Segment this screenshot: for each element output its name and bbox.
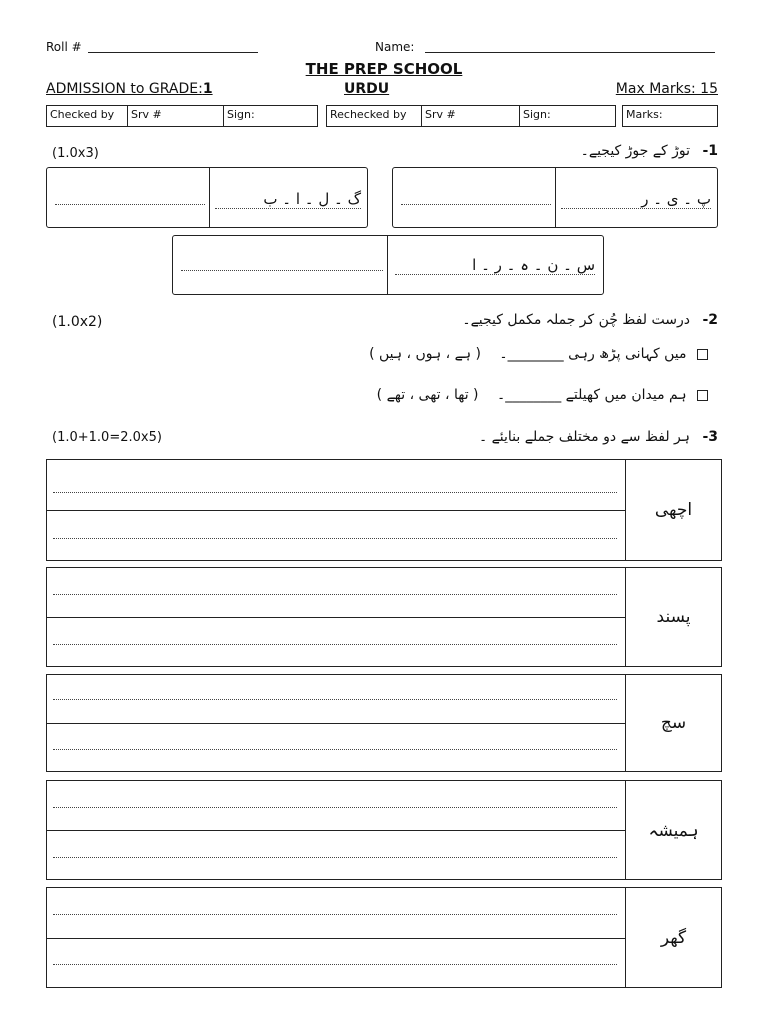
q3-line-2a[interactable]	[53, 594, 617, 595]
q2-instruction: درست لفظ چُن کر جملہ مکمل کیجیے۔	[462, 312, 690, 328]
q1-item-2: پ ۔ ی ۔ ر	[561, 190, 711, 209]
q3-line-4b[interactable]	[53, 857, 617, 858]
q2-number: 2-	[702, 312, 718, 328]
q3-mid-1	[47, 510, 625, 511]
q3-mid-2	[47, 617, 625, 618]
q3-word-box-3	[46, 674, 722, 772]
rechecked-srv-field[interactable]: Srv #	[421, 106, 519, 126]
q3-word-1: اچھی	[625, 460, 721, 560]
q1-heading	[581, 143, 718, 159]
q1-answer-1[interactable]	[55, 204, 205, 205]
q1-box-3	[172, 235, 604, 295]
q1-divider-2	[555, 168, 556, 227]
q3-line-4a[interactable]	[53, 807, 617, 808]
q2-sentence-1-text: میں کہانی پڑھ رہی ________۔	[499, 346, 687, 362]
q3-line-2b[interactable]	[53, 644, 617, 645]
admission-grade: ADMISSION to GRADE:1	[46, 81, 213, 97]
marks-label: Marks:	[626, 108, 663, 121]
q2-sentence-2-options: ( تھا ، تھی ، تھے )	[376, 387, 479, 403]
name-label: Name:	[375, 40, 415, 54]
rechecked-by-label: Rechecked by	[330, 108, 407, 121]
q1-divider-1	[209, 168, 210, 227]
checked-sign-field[interactable]: Sign:	[223, 106, 319, 126]
q1-instruction: توڑ کے جوڑ کیجیے۔	[580, 143, 690, 159]
q1-item-1: گ ۔ ل ۔ ا ۔ ب	[215, 190, 361, 209]
q3-word-5: گھر	[625, 888, 721, 987]
q3-heading	[479, 429, 718, 445]
q3-line-3a[interactable]	[53, 699, 617, 700]
roll-label: Roll #	[46, 40, 82, 54]
q3-word-box-1	[46, 459, 722, 561]
q1-divider-3	[387, 236, 388, 294]
q1-box-2	[392, 167, 718, 228]
q2-marks: (1.0x2)	[52, 314, 103, 330]
q2-sentence-1	[369, 346, 708, 362]
checked-by-row	[46, 105, 318, 127]
subject-title: URDU	[344, 81, 390, 97]
q3-word-3: سچ	[625, 675, 721, 771]
q3-line-5b[interactable]	[53, 964, 617, 965]
q3-word-2: پسند	[625, 568, 721, 666]
name-field[interactable]	[425, 39, 715, 53]
q3-number: 3-	[702, 429, 718, 445]
q1-item-3: س ۔ ن ۔ ہ ۔ ر ۔ ا	[395, 256, 595, 275]
q3-word-box-4	[46, 780, 722, 880]
rechecked-by-row	[326, 105, 616, 127]
roll-field[interactable]	[88, 39, 258, 53]
q3-word-box-2	[46, 567, 722, 667]
checked-srv-field[interactable]: Srv #	[127, 106, 223, 126]
school-title: THE PREP SCHOOL	[305, 60, 463, 78]
q3-line-1b[interactable]	[53, 538, 617, 539]
q3-line-1a[interactable]	[53, 492, 617, 493]
q1-number: 1-	[702, 143, 718, 159]
q1-box-1	[46, 167, 368, 228]
q3-line-3b[interactable]	[53, 749, 617, 750]
marks-box[interactable]	[622, 105, 718, 127]
q2-sentence-2-text: ہم میدان میں کھیلتے ________۔	[496, 387, 687, 403]
rechecked-sign-field[interactable]: Sign:	[519, 106, 617, 126]
checked-by-label: Checked by	[50, 108, 115, 121]
q2-sentence-1-options: ( ہے ، ہوں ، ہیں )	[369, 346, 481, 362]
q3-instruction: ہر لفظ سے دو مختلف جملے بنایئے ۔	[478, 429, 690, 445]
q3-word-box-5	[46, 887, 722, 988]
checkbox-2[interactable]	[697, 390, 708, 401]
q3-mid-5	[47, 938, 625, 939]
q2-heading	[462, 312, 718, 328]
q3-marks: (1.0+1.0=2.0x5)	[52, 430, 162, 445]
q3-mid-3	[47, 723, 625, 724]
q1-answer-3[interactable]	[181, 270, 383, 271]
q2-sentence-2	[377, 387, 708, 403]
max-marks: Max Marks: 15	[615, 81, 718, 97]
q1-answer-2[interactable]	[401, 204, 551, 205]
q3-mid-4	[47, 830, 625, 831]
q3-line-5a[interactable]	[53, 914, 617, 915]
q1-marks: (1.0x3)	[52, 146, 99, 161]
q3-word-4: ہمیشہ	[625, 781, 721, 879]
checkbox-1[interactable]	[697, 349, 708, 360]
